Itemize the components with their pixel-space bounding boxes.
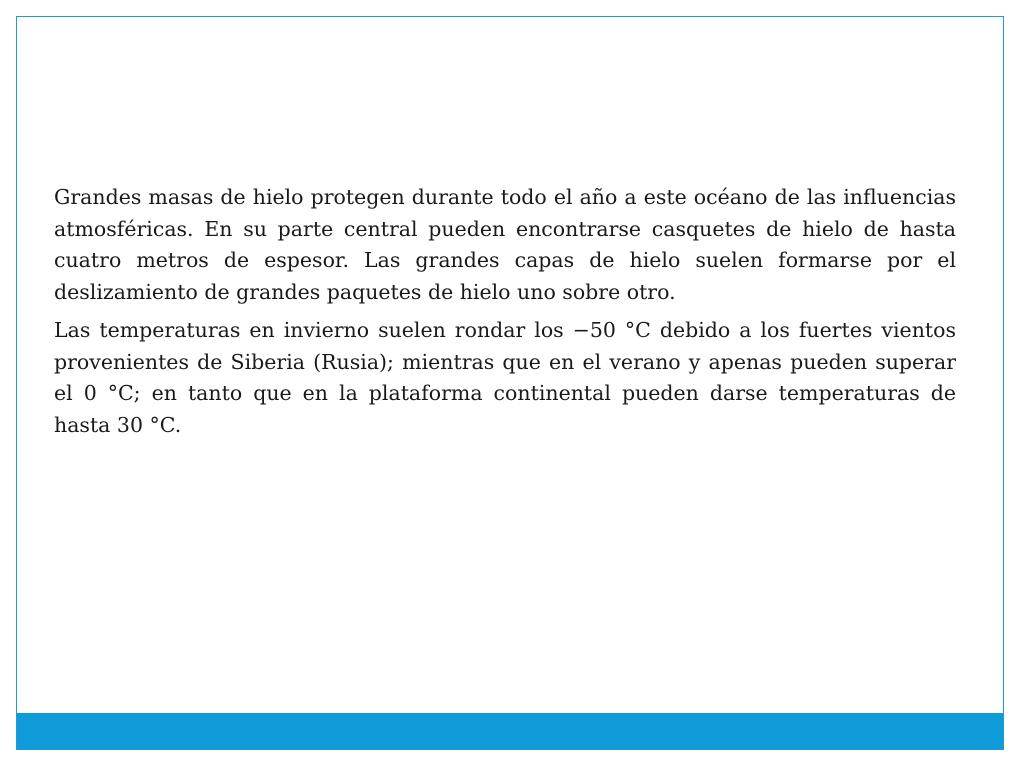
- paragraph-temperatures: Las temperaturas en invierno suelen rondar los −50 °C debido a los fuertes vientos provenientes de Siberia (Rusia); mientras que en el verano y apenas pueden superar el 0 °C; en tanto que en la plataforma continental pueden darse temperaturas de hasta 30 °C.: [54, 318, 956, 437]
- slide-body-text: [54, 182, 956, 448]
- slide-frame: [16, 16, 1004, 750]
- footer-accent-bar: [17, 713, 1003, 749]
- paragraph-ice-masses: Grandes masas de hielo protegen durante todo el año a este océano de las influencias atmosféricas. En su parte central pueden encontrarse casquetes de hielo de hasta cuatro metros de espesor. Las grandes capas de hielo suelen formarse por el deslizamiento de grandes paquetes de hielo uno sobre otro.: [54, 185, 956, 304]
